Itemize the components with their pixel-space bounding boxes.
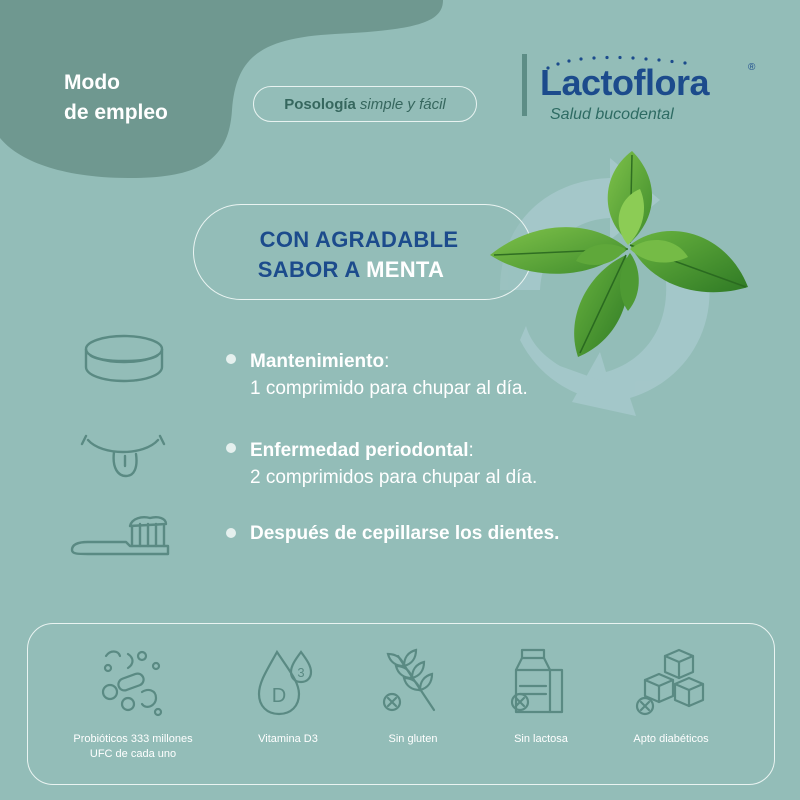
usage-separator: : xyxy=(384,351,390,372)
brand-name: Lactoflora xyxy=(540,62,710,103)
usage-heading: Enfermedad periodontal xyxy=(250,440,469,461)
vitamin-d-number: 3 xyxy=(297,665,305,680)
vitamin-label: Vitamina D3 xyxy=(258,733,318,745)
tongue-smile-icon xyxy=(78,430,168,484)
usage-item-after-brushing xyxy=(250,520,730,547)
lactose-free-icon xyxy=(506,646,576,718)
probiotics-label-line2: UFC de cada uno xyxy=(89,748,177,760)
posology-subtitle: simple y fácil xyxy=(359,95,446,113)
mode-of-use-title xyxy=(64,68,224,128)
usage-heading: Después de cepillarse los dientes. xyxy=(250,523,560,544)
posology-label: Posología xyxy=(284,95,356,113)
usage-item-maintenance xyxy=(250,348,730,402)
usage-detail: 1 comprimido para chupar al día. xyxy=(250,378,528,399)
bullet-dot xyxy=(226,443,236,453)
brand-registered-mark: ® xyxy=(748,62,756,73)
gluten-free-icon xyxy=(378,646,448,718)
flavor-line2 xyxy=(186,257,516,283)
mode-title-line2: de empleo xyxy=(64,101,168,124)
usage-item-periodontal xyxy=(250,437,730,491)
usage-heading: Mantenimiento xyxy=(250,351,385,372)
toothbrush-icon xyxy=(68,512,172,558)
usage-separator: : xyxy=(468,440,474,461)
diabetic-label: Apto diabéticos xyxy=(633,733,709,745)
diabetic-friendly-icon xyxy=(631,646,711,718)
flavor-prefix: SABOR A xyxy=(257,257,360,282)
probiotics-label-line1: Probióticos 333 millones xyxy=(73,733,193,745)
probiotics-icon xyxy=(98,646,168,718)
vitamin-d3-icon xyxy=(253,646,323,718)
posology-pill xyxy=(253,86,477,122)
feature-label xyxy=(58,732,208,762)
bullet-dot xyxy=(226,528,236,538)
flavor-accent: MENTA xyxy=(366,257,445,282)
brand-logo xyxy=(534,52,774,132)
feature-lactose-free xyxy=(466,646,616,747)
mode-title-line1: Modo xyxy=(64,71,120,94)
lactose-label: Sin lactosa xyxy=(514,733,568,745)
feature-probiotics xyxy=(58,646,208,762)
vitamin-d-letter: D xyxy=(271,685,287,707)
flavor-line1: CON AGRADABLE xyxy=(259,227,459,252)
mint-leaves-image xyxy=(480,145,760,360)
bullet-dot xyxy=(226,354,236,364)
usage-detail: 2 comprimidos para chupar al día. xyxy=(250,467,538,488)
features-panel xyxy=(27,623,775,785)
brand-divider xyxy=(522,54,527,116)
tablet-icon xyxy=(82,333,166,385)
gluten-label: Sin gluten xyxy=(388,733,438,745)
brand-tagline: Salud bucodental xyxy=(550,106,674,123)
feature-diabetic-friendly xyxy=(596,646,746,747)
